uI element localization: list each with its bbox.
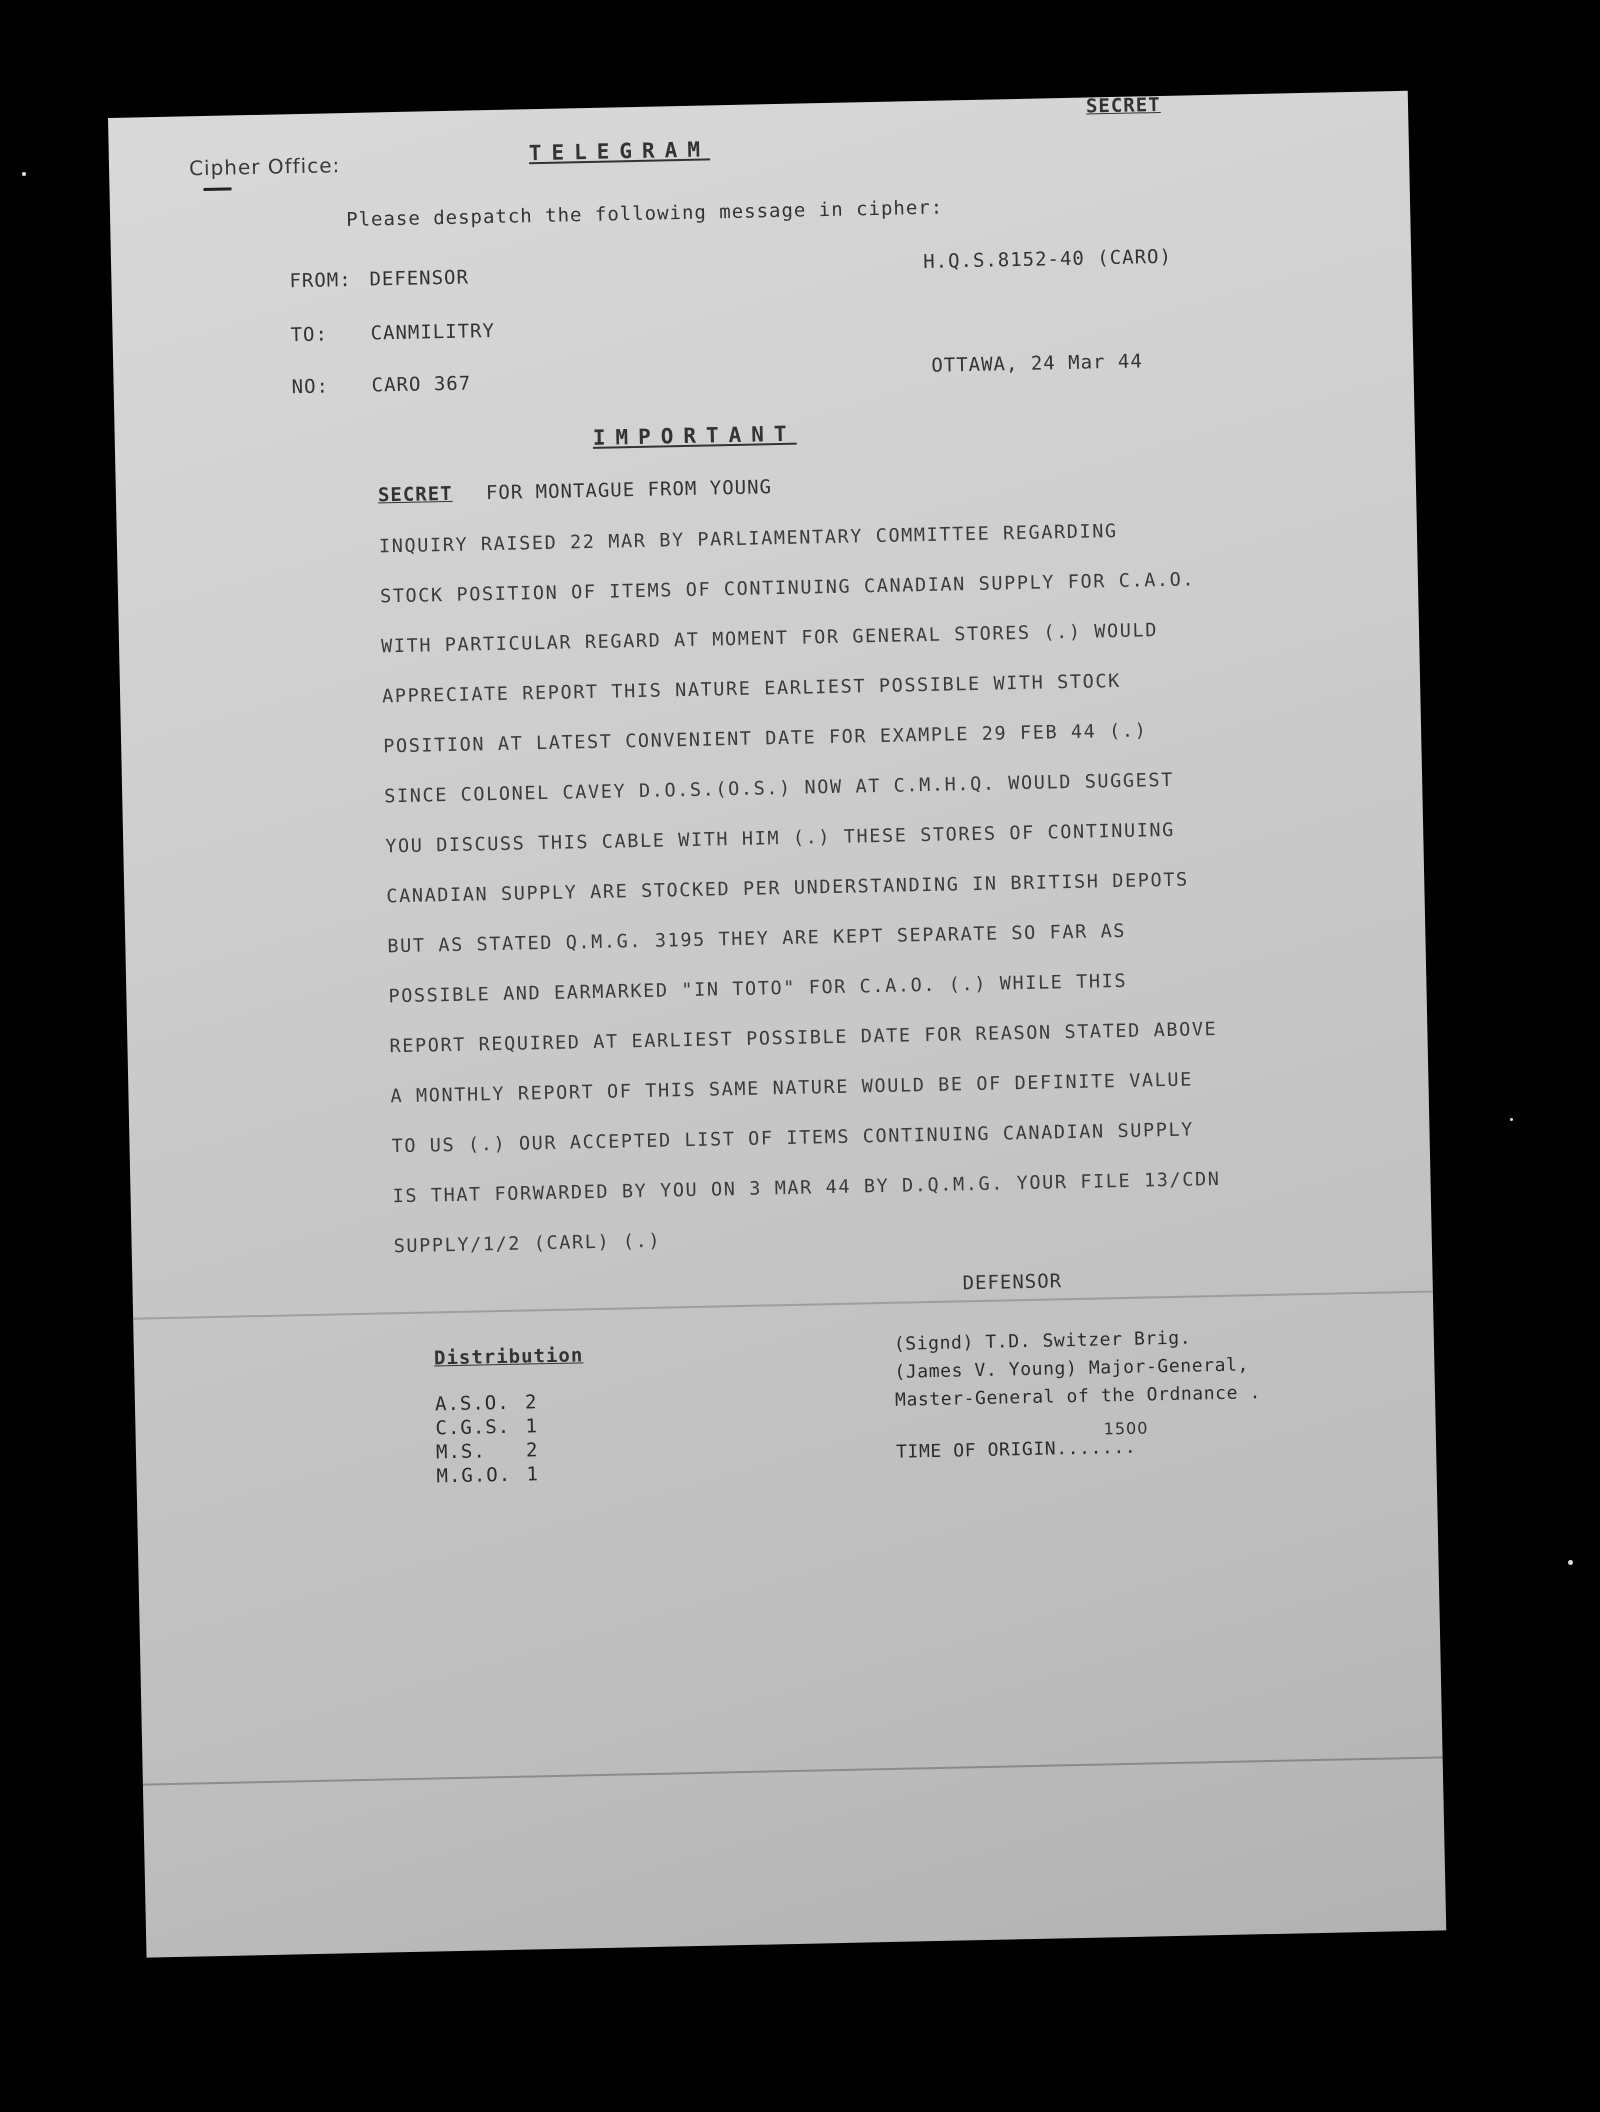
time-of-origin-label: TIME OF ORIGIN.......	[895, 1436, 1137, 1463]
distribution-count: 1	[525, 1415, 539, 1438]
time-of-origin-value: 1500	[1103, 1418, 1149, 1439]
file-reference: H.Q.S.8152-40 (CARO)	[922, 245, 1173, 273]
despatch-instruction: Please despatch the following message in cipher:	[345, 196, 944, 232]
message-line: BUT AS STATED Q.M.G. 3195 THEY ARE KEPT SEPARATE SO FAR AS	[387, 920, 1127, 958]
distribution-code: A.S.O.	[434, 1391, 510, 1416]
signature-line: (Signd) T.D. Switzer Brig.	[893, 1327, 1192, 1355]
closing-signoff: DEFENSOR	[962, 1270, 1063, 1295]
message-line: YOU DISCUSS THIS CABLE WITH HIM (.) THESE STORES OF CONTINUING	[385, 819, 1176, 858]
paper-fold-line	[133, 1291, 1433, 1320]
distribution-count: 2	[524, 1391, 538, 1414]
to-label: TO:	[290, 323, 329, 347]
film-dust-speck	[22, 172, 26, 176]
distribution-count: 1	[526, 1463, 540, 1486]
from-value: DEFENSOR	[369, 266, 470, 291]
message-security: SECRET	[377, 482, 453, 507]
message-line: POSSIBLE AND EARMARKED "IN TOTO" FOR C.A.O. (.) WHILE THIS	[388, 970, 1128, 1008]
signature-line: (James V. Young) Major-General,	[894, 1354, 1250, 1383]
message-line: POSITION AT LATEST CONVENIENT DATE FOR EXAMPLE 29 FEB 44 (.)	[383, 720, 1148, 758]
distribution-code: C.G.S.	[435, 1415, 511, 1440]
distribution-row	[436, 1439, 539, 1463]
message-line: SINCE COLONEL CAVEY D.O.S.(O.S.) NOW AT C.M.H.Q. WOULD SUGGEST	[384, 769, 1175, 808]
from-label: FROM:	[289, 268, 352, 293]
distribution-code: M.S.	[435, 1440, 487, 1464]
message-line: INQUIRY RAISED 22 MAR BY PARLIAMENTARY COMMITTEE REGARDING	[378, 520, 1118, 558]
message-line: CANADIAN SUPPLY ARE STOCKED PER UNDERSTANDING IN BRITISH DEPOTS	[386, 869, 1189, 908]
to-value: CANMILITRY	[370, 319, 496, 345]
pen-dash-mark	[203, 187, 231, 191]
message-line: A MONTHLY REPORT OF THIS SAME NATURE WOULD BE OF DEFINITE VALUE	[390, 1069, 1194, 1108]
distribution-row	[435, 1415, 538, 1439]
message-line: IS THAT FORWARDED BY YOU ON 3 MAR 44 BY D.Q.M.G. YOUR FILE 13/CDN	[392, 1168, 1221, 1208]
classification-stamp: SECRET	[1085, 93, 1161, 118]
signature-line: Master-General of the Ordnance .	[894, 1382, 1262, 1411]
message-line: APPRECIATE REPORT THIS NATURE EARLIEST POSSIBLE WITH STOCK	[381, 670, 1122, 708]
cipher-office-label: Cipher Office:	[188, 153, 341, 181]
distribution-row	[436, 1463, 539, 1487]
message-line: STOCK POSITION OF ITEMS OF CONTINUING CANADIAN SUPPLY FOR C.A.O.	[379, 569, 1196, 608]
message-line: REPORT REQUIRED AT EARLIEST POSSIBLE DATE FOR REASON STATED ABOVE	[389, 1018, 1218, 1058]
message-line: WITH PARTICULAR REGARD AT MOMENT FOR GENERAL STORES (.) WOULD	[380, 620, 1159, 658]
precedence-heading: IMPORTANT	[592, 421, 797, 450]
film-dust-speck	[1510, 1118, 1513, 1121]
distribution-row	[435, 1391, 538, 1415]
message-line: TO US (.) OUR ACCEPTED LIST OF ITEMS CONTINUING CANADIAN SUPPLY	[391, 1119, 1195, 1158]
message-line: SUPPLY/1/2 (CARL) (.)	[393, 1230, 662, 1258]
message-number: CARO 367	[371, 372, 472, 397]
place-and-date: OTTAWA, 24 Mar 44	[931, 350, 1144, 377]
number-label: NO:	[291, 375, 330, 399]
film-dust-speck	[1568, 1560, 1573, 1565]
telegram-sheet	[108, 91, 1446, 1958]
message-addressing: FOR MONTAGUE FROM YOUNG	[485, 476, 773, 505]
paper-bottom-edge-line	[143, 1756, 1443, 1785]
distribution-heading: Distribution	[433, 1344, 584, 1370]
distribution-code: M.G.O.	[436, 1463, 512, 1488]
distribution-count: 2	[525, 1439, 539, 1462]
form-title: TELEGRAM	[528, 137, 711, 166]
